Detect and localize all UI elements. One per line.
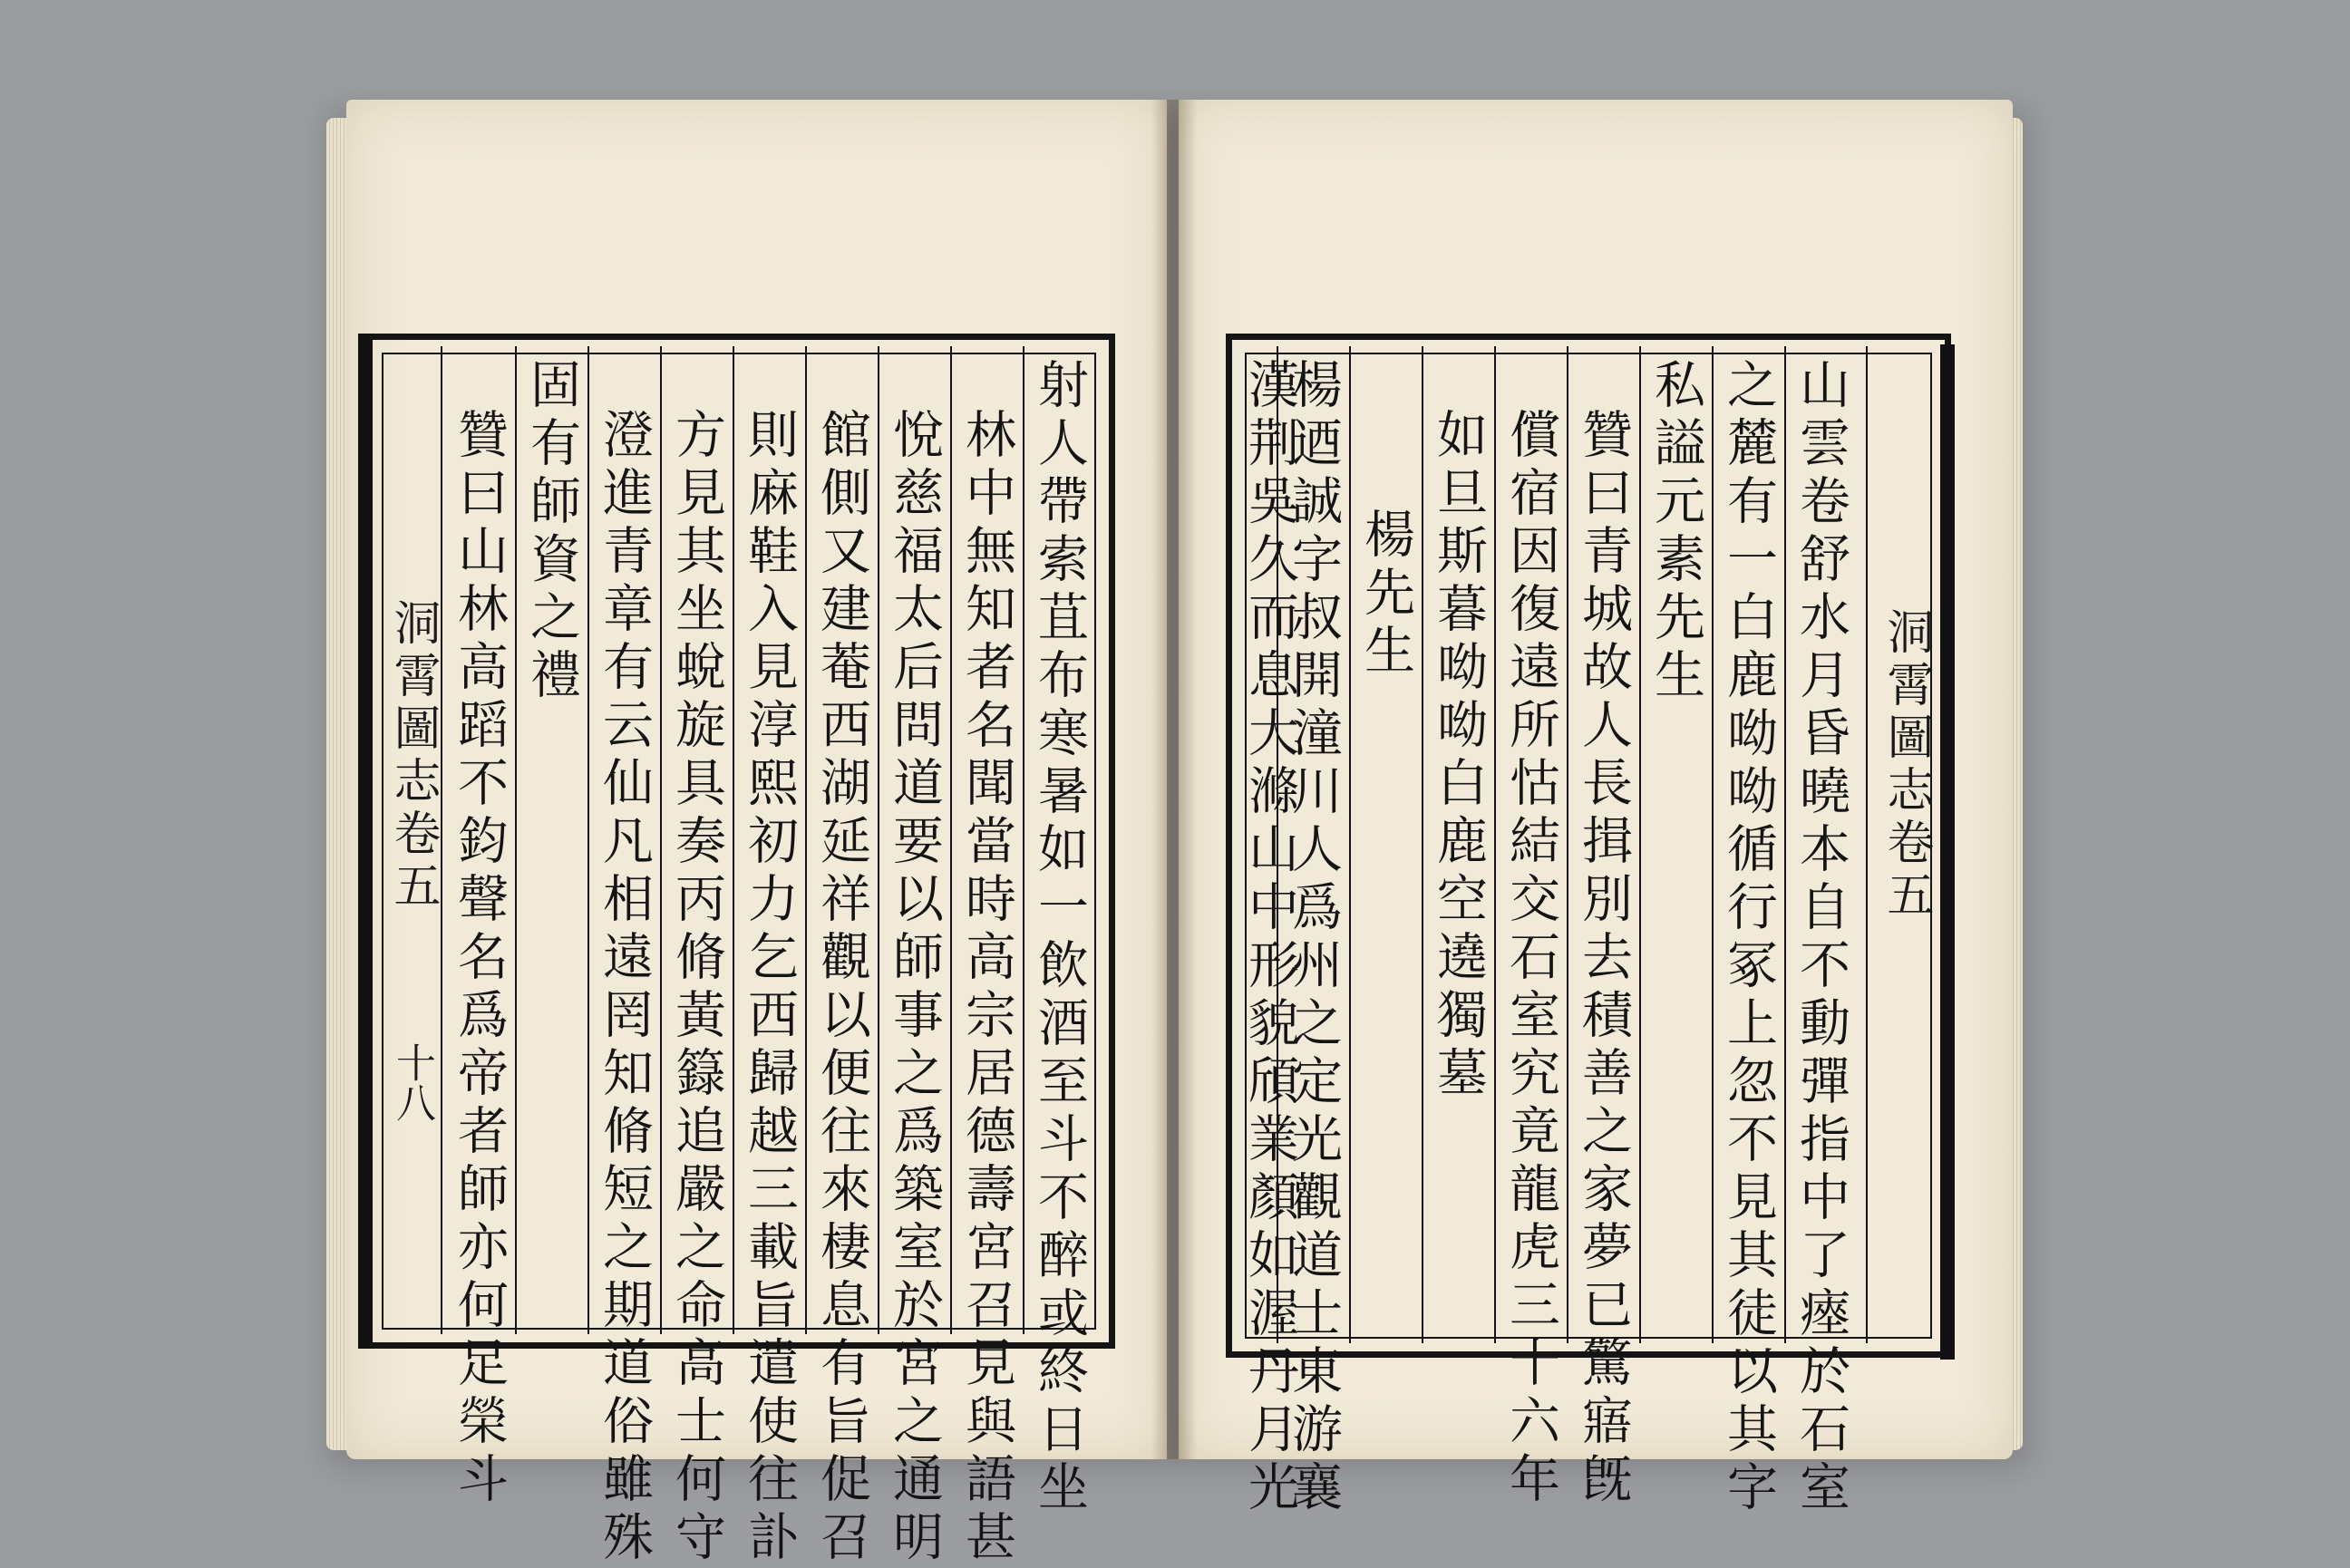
left-col-4: 館側又建菴西湖延祥觀以便往來棲息有旨促召 — [812, 408, 871, 1568]
right-col-1: 山雲卷舒水月昏曉本自不動彈指中了瘞於石室 — [1792, 358, 1850, 1518]
right-col-4: 贊曰青城故人長揖別去積善之家夢已驚寤旣 — [1574, 408, 1633, 1510]
book-gutter — [1151, 100, 1197, 1459]
right-col-5: 償宿因復遠所怙結交石室究竟龍虎三十六年 — [1501, 408, 1560, 1510]
right-page-header: 洞霄圖志卷五 — [1879, 607, 1933, 923]
right-col-rule — [1494, 346, 1496, 1343]
right-col-rule — [1349, 346, 1351, 1343]
right-col-rule — [1422, 346, 1423, 1343]
right-col-rule — [1784, 346, 1786, 1343]
right-header-rule — [1866, 346, 1868, 1343]
left-page-folio: 十八 — [389, 1042, 435, 1122]
left-col-rule — [805, 346, 807, 1334]
left-heavy-rule — [358, 334, 373, 1349]
right-col-8: 楊迺誠字叔開潼川人爲州之定光觀道士東游襄 — [1284, 358, 1343, 1518]
right-col-6: 如旦斯暮呦呦白鹿空遶獨墓 — [1429, 408, 1488, 1104]
left-col-rule — [1023, 346, 1024, 1334]
left-col-rule — [588, 346, 589, 1334]
left-col-rule — [950, 346, 952, 1334]
left-col-2: 林中無知者名聞當時高宗居德壽宮召見與語甚 — [957, 408, 1016, 1568]
left-header-rule — [441, 346, 442, 1334]
left-col-rule — [515, 346, 517, 1334]
left-col-8: 固有師資之禮 — [522, 358, 581, 706]
left-col-9: 贊曰山林高蹈不鈞聲名爲帝者師亦何足榮斗 — [450, 408, 509, 1510]
right-col-2: 之麓有一白鹿呦呦循行冢上忽不見其徒以其字 — [1719, 358, 1778, 1518]
right-col-rule — [1639, 346, 1641, 1343]
right-col-rule — [1567, 346, 1568, 1343]
left-col-7: 澄進青章有云仙凡相遠罔知脩短之期道俗雖殊 — [595, 408, 654, 1568]
left-page-header: 洞霄圖志卷五 — [385, 598, 440, 914]
left-col-1: 射人帶索苴布寒暑如一飲酒至斗不醉或終日坐 — [1030, 358, 1089, 1518]
left-col-rule — [733, 346, 734, 1334]
left-col-6: 方見其坐蛻旋具奏丙脩黃籙追嚴之命高士何守 — [667, 408, 726, 1568]
left-col-rule — [878, 346, 879, 1334]
right-heavy-rule — [1940, 344, 1955, 1360]
right-col-9: 漢荆吳久而息大滌山中形貌頎業顏如渥丹月光 — [1240, 358, 1299, 1518]
left-col-3: 悅慈福太后問道要以師事之爲築室於宮之通明 — [885, 408, 944, 1568]
left-col-5: 則麻鞋入見淳熙初力乞西歸越三載旨遣使往訃 — [740, 408, 799, 1568]
right-col-3: 私謚元素先生 — [1646, 358, 1705, 706]
right-col-7: 楊先生 — [1356, 508, 1415, 682]
left-col-rule — [660, 346, 662, 1334]
right-col-rule — [1712, 346, 1714, 1343]
